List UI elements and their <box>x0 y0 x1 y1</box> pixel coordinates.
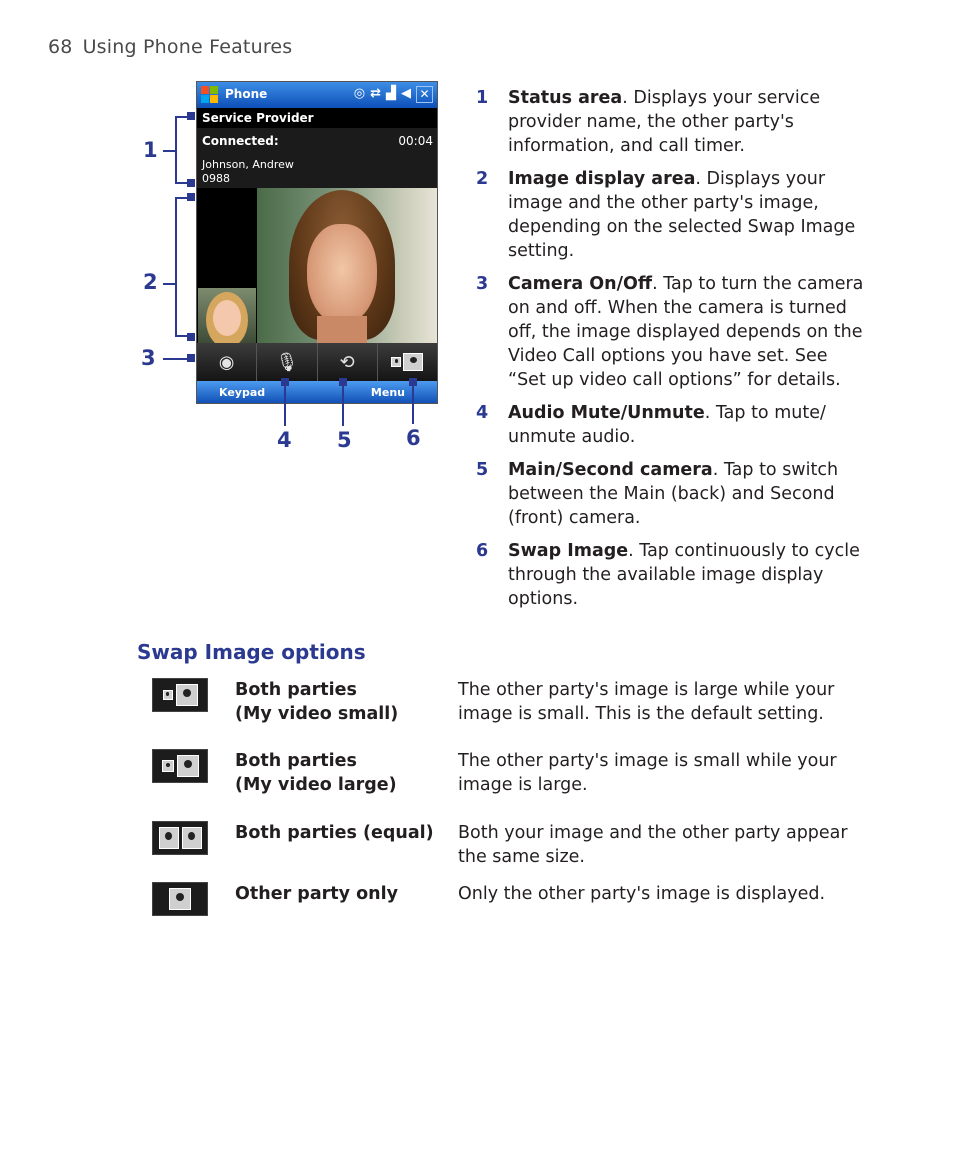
option-name-line1: Both parties (equal) <box>235 823 434 843</box>
swap-equal-icon <box>152 821 208 855</box>
legend-number: 2 <box>476 169 489 189</box>
legend-desc: . Displays your image and the other party's image, depending on the selected Swap Image setting. <box>508 169 856 261</box>
legend-term: Swap Image <box>508 541 629 561</box>
option-name-line2: (My video small) <box>235 704 399 724</box>
option-description: The other party's image is small while your image is large. <box>458 751 837 795</box>
option-name-line1: Both parties <box>235 680 357 700</box>
legend-term: Audio Mute/Unmute <box>508 403 705 423</box>
swap-large-icon <box>152 749 208 783</box>
callout-4-line <box>284 384 286 426</box>
legend-item <box>476 86 866 158</box>
legend-desc: . Tap to switch between the Main (back) and Second (front) camera. <box>508 460 839 528</box>
legend-item <box>476 401 866 449</box>
swap-small-icon <box>152 678 208 712</box>
caller-name: Johnson, Andrew <box>202 158 294 171</box>
callout-3: 3 <box>141 346 156 370</box>
option-description: Only the other party's image is displayed. <box>458 884 826 904</box>
callout-1-dot-bottom <box>187 179 195 187</box>
legend-term: Image display area <box>508 169 696 189</box>
legend-term: Main/Second camera <box>508 460 713 480</box>
callout-5: 5 <box>337 428 352 452</box>
legend-number: 3 <box>476 274 489 294</box>
option-description: Both your image and the other party appear the same size. <box>458 823 848 867</box>
call-timer: 00:04 <box>398 134 433 148</box>
legend-desc: . Displays your service provider name, the other party's information, and call timer. <box>508 88 821 156</box>
legend-item <box>476 458 866 530</box>
option-name <box>235 678 455 726</box>
caller-number: 0988 <box>202 172 230 185</box>
callout-2: 2 <box>143 270 158 294</box>
audio-mute-button[interactable] <box>257 343 317 381</box>
speaker-icon[interactable]: ◀ <box>401 86 411 101</box>
image-display-area <box>197 188 437 343</box>
windows-start-icon[interactable] <box>201 86 219 104</box>
callout-2-bracket <box>175 197 189 337</box>
callout-legend <box>476 86 866 620</box>
callout-1: 1 <box>143 138 158 162</box>
chat-icon: ◎ <box>353 86 366 101</box>
legend-desc: . Tap to turn the camera on and off. When the camera is turned off, the image displayed depends on the Video Call options you have set. See “Set up video call options” for details. <box>508 274 864 390</box>
switch-camera-icon: ⟲ <box>339 351 355 373</box>
callout-6-line <box>412 384 414 424</box>
video-call-toolbar <box>197 343 437 381</box>
camera-on-off-button[interactable] <box>197 343 257 381</box>
legend-item <box>476 539 866 611</box>
option-name-line2: (My video large) <box>235 775 397 795</box>
swap-image-icon <box>391 353 423 371</box>
my-video-image <box>198 288 256 343</box>
running-header <box>48 36 292 58</box>
legend-number: 1 <box>476 88 489 108</box>
legend-item <box>476 272 866 392</box>
legend-term: Camera On/Off <box>508 274 653 294</box>
menu-softkey[interactable]: Menu <box>370 386 405 399</box>
caller-info <box>202 158 294 186</box>
callout-1-line <box>163 150 175 152</box>
callout-3-line <box>163 358 189 360</box>
swap-other-only-icon <box>152 882 208 916</box>
other-party-image <box>257 188 438 343</box>
sync-icon: ⇄ <box>370 86 381 101</box>
option-name-line1: Both parties <box>235 751 357 771</box>
softkey-bar <box>197 381 437 404</box>
callout-1-dot-top <box>187 112 195 120</box>
section-heading: Swap Image options <box>137 640 366 664</box>
service-provider: Service Provider <box>197 108 437 128</box>
phone-screenshot <box>196 81 438 404</box>
switch-camera-button[interactable] <box>318 343 378 381</box>
callout-2-dot-bottom <box>187 333 195 341</box>
option-description: The other party's image is large while your image is small. This is the default setting. <box>458 680 835 724</box>
legend-item <box>476 167 866 263</box>
phone-status-icons <box>354 86 433 103</box>
callout-5-line <box>342 384 344 426</box>
phone-title-bar <box>197 82 437 108</box>
section-title: Using Phone Features <box>82 36 293 58</box>
callout-2-dot-top <box>187 193 195 201</box>
status-area <box>197 108 437 188</box>
callout-1-bracket <box>175 116 189 184</box>
keypad-softkey[interactable]: Keypad <box>219 386 266 399</box>
swap-image-button[interactable] <box>378 343 437 381</box>
legend-desc: . Tap continuously to cycle through the available image display options. <box>508 541 860 609</box>
option-name-line1: Other party only <box>235 884 399 904</box>
legend-desc: . Tap to mute/ unmute audio. <box>508 403 826 447</box>
callout-4: 4 <box>277 428 292 452</box>
option-name <box>235 882 455 906</box>
legend-number: 6 <box>476 541 489 561</box>
close-icon[interactable]: ✕ <box>416 86 433 103</box>
option-name <box>235 821 455 845</box>
webcam-icon: ◉ <box>218 351 235 373</box>
legend-term: Status area <box>508 88 623 108</box>
legend-number: 5 <box>476 460 489 480</box>
option-name <box>235 749 455 797</box>
legend-number: 4 <box>476 403 489 423</box>
callout-6: 6 <box>406 426 421 450</box>
signal-icon: ▟ <box>386 86 396 101</box>
phone-app-title: Phone <box>225 87 268 101</box>
page-number: 68 <box>48 36 73 58</box>
connected-label: Connected: <box>202 134 279 148</box>
callout-3-dot <box>187 354 195 362</box>
microphone-icon: 🎙︎ <box>275 351 299 373</box>
callout-2-line <box>163 283 175 285</box>
